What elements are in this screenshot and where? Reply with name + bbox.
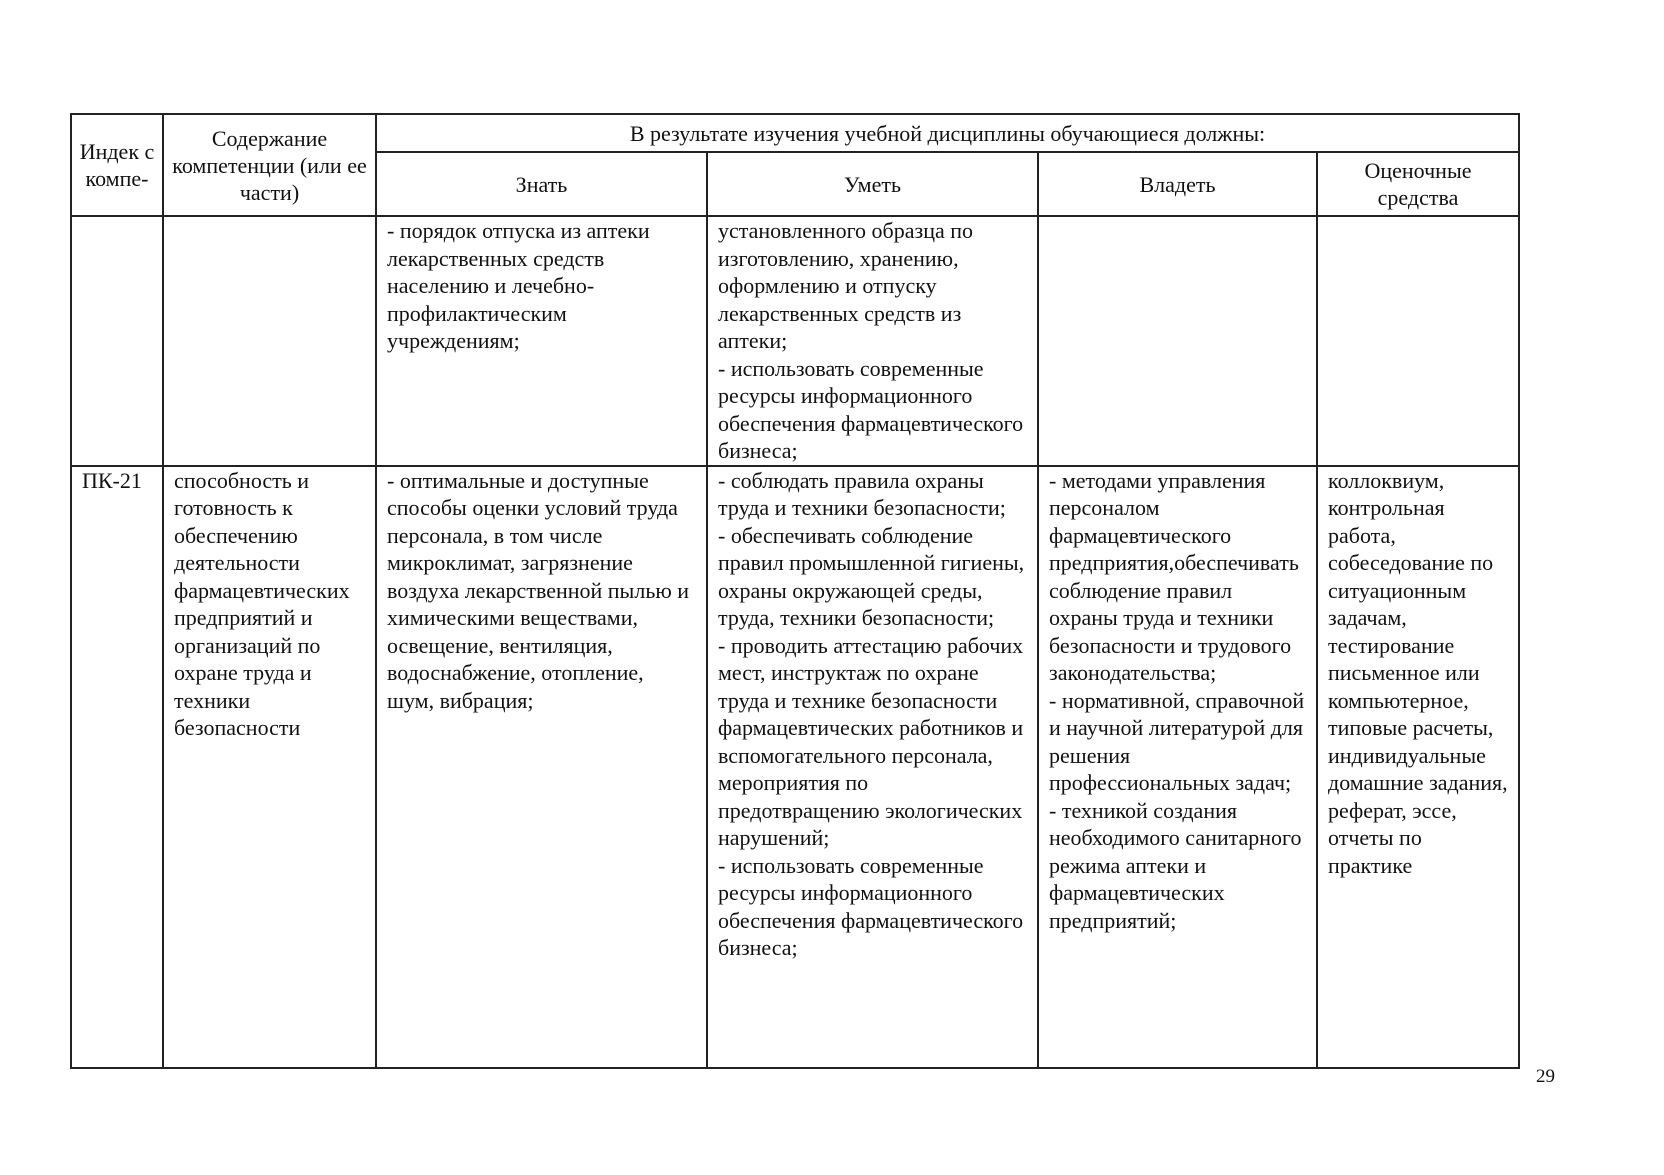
cell-know: - порядок отпуска из аптеки лекарственных средств населению и лечебно-профилактическим учреждениям; [376,216,707,466]
cell-can-text: - соблюдать правила охраны труда и техники безопасности; - обеспечивать соблюдение правил промышленной гигиены, охраны окружающей среды, труда, техники безопасности; - проводить аттестацию рабочих мест, инструктаж по охране труда и технике безопасности фармацевтических работников и вспомогательного персонала, мероприятия по предотвращению экологических нарушений; - использовать современные ресурсы информационного обеспечения фармацевтического бизнеса; [718,467,1025,960]
header-can: Уметь [707,152,1038,216]
header-index: Индек с компе- [71,114,163,216]
cell-know: - оптимальные и доступные способы оценки условий труда персонала, в том числе микроклимат, загрязнение воздуха лекарственной пылью и химическими веществами, освещение, вентиляция, водоснабжение, отопление, шум, вибрация; [376,466,707,1068]
cell-can-text: установленного образца по изготовлению, хранению, оформлению и отпуску лекарственных средств из аптеки; - использовать современные ресурсы информационного обеспечения фармацевтического бизнеса; [718,218,1024,463]
header-own: Владеть [1038,152,1317,216]
header-row-top [71,114,1519,152]
cell-assessment [1317,216,1519,466]
header-learning-results: В результате изучения учебной дисциплины обучающиеся должны: [376,114,1519,152]
cell-content [163,216,376,466]
cell-assessment: коллоквиум, контрольная работа, собеседование по ситуационным задачам, тестирование письменное или компьютерное, типовые расчеты, индивидуальные домашние задания, реферат, эссе, отчеты по практике [1317,466,1519,1068]
competence-table [70,113,1520,1069]
table-row [71,466,1519,1068]
cell-index [71,216,163,466]
header-assessment: Оценочные средства [1317,152,1519,216]
cell-can [707,216,1038,466]
header-know: Знать [376,152,707,216]
cell-index: ПК-21 [71,466,163,1068]
cell-content: способность и готовность к обеспечению деятельности фармацевтических предприятий и организаций по охране труда и техники безопасности [163,466,376,1068]
table-row [71,216,1519,466]
cell-can [707,466,1038,1068]
cell-own-text: - методами управления персоналом фармацевтического предприятия,обеспечивать соблюдение правил охраны труда и техники безопасности и трудового законодательства; - нормативной, справочной и научной литературой для решения профессиональных задач; - техникой создания необходимого санитарного режима аптеки и фармацевтических предприятий; [1049,467,1305,933]
header-content: Содержание компетенции (или ее части) [163,114,376,216]
page-number: 29 [1536,1066,1555,1087]
cell-own [1038,216,1317,466]
cell-own [1038,466,1317,1068]
